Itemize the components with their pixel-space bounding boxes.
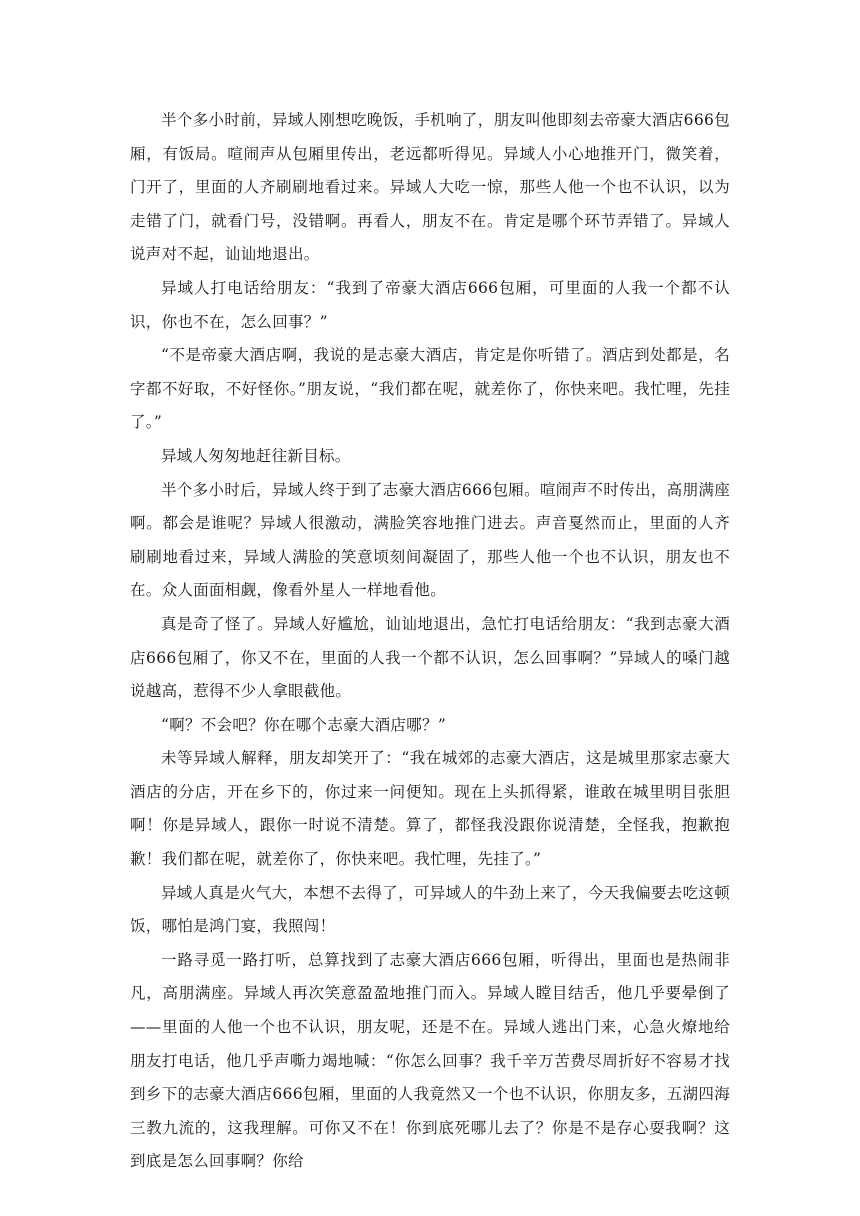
paragraph-2: 异域人打电话给朋友：“我到了帝豪大酒店666包厢，可里面的人我一个都不认识，你也不在，怎么回事？” xyxy=(130,278,730,331)
paragraph-10: 一路寻觅一路打听，总算找到了志豪大酒店666包厢，听得出，里面也是热闹非凡，高朋满座。异域人再次笑意盈盈地推门而入。异域人瞠目结舌，他几乎要晕倒了——里面的人他一个也不认识，朋友呢，还是不在。异域人逃出门来，心急火燎地给朋友打电话，他几乎声嘶力竭地喊：“你怎么回事？我千辛万苦费尽周折好不容易才找到乡下的志豪大酒店666包厢，里面的人我竟然又一个也不认识，你朋友多，五湖四海三教九流的，这我理解。可你又不在！你到底死哪儿去了？你是不是存心耍我啊？这到底是怎么回事啊？你给 xyxy=(130,950,730,1171)
paragraph-8: 未等异域人解释，朋友却笑开了：“我在城郊的志豪大酒店，这是城里那家志豪大酒店的分店，开在乡下的，你过来一问便知。现在上头抓得紧，谁敢在城里明目张胆啊！你是异域人，跟你一时说不清楚。算了，都怪我没跟你说清楚，全怪我，抱歉抱歉！我们都在呢，就差你了，你快来吧。我忙哩，先挂了。” xyxy=(130,749,730,869)
paragraph-9: 异域人真是火气大，本想不去得了，可异域人的牛劲上来了，今天我偏要去吃这顿饭，哪怕是鸿门宴，我照闯！ xyxy=(130,883,730,936)
paragraph-7: “啊？不会吧？你在哪个志豪大酒店哪？” xyxy=(161,715,447,734)
paragraph-5: 半个多小时后，异域人终于到了志豪大酒店666包厢。喧闹声不时传出，高朋满座啊。都会是谁呢？异域人很激动，满脸笑容地推门进去。声音戛然而止，里面的人齐刷刷地看过来，异域人满脸的笑意顷刻间凝固了，那些人他一个也不认识，朋友也不在。众人面面相觑，像看外星人一样地看他。 xyxy=(130,480,730,600)
paragraph-6: 真是奇了怪了。异域人好尴尬，讪讪地退出，急忙打电话给朋友：“我到志豪大酒店666包厢了，你又不在，里面的人我一个都不认识，怎么回事啊？”异域人的嗓门越说越高，惹得不少人拿眼截他。 xyxy=(130,614,730,701)
paragraph-3: “不是帝豪大酒店啊，我说的是志豪大酒店，肯定是你听错了。酒店到处都是，名字都不好取，不好怪你。”朋友说，“我们都在呢，就差你了，你快来吧。我忙哩，先挂了。” xyxy=(130,346,730,432)
paragraph-1: 半个多小时前，异域人刚想吃晚饭，手机响了，朋友叫他即刻去帝豪大酒店666包厢，有饭局。喧闹声从包厢里传出，老远都听得见。异域人小心地推开门，微笑着，门开了，里面的人齐刷刷地看过来。异域人大吃一惊，那些人他一个也不认识，以为走错了门，就看门号，没错啊。再看人，朋友不在。肯定是哪个环节弄错了。异域人说声对不起，讪讪地退出。 xyxy=(130,111,730,264)
document-body xyxy=(130,104,730,1179)
paragraph-4: 异域人匆匆地赶往新目标。 xyxy=(161,446,351,465)
